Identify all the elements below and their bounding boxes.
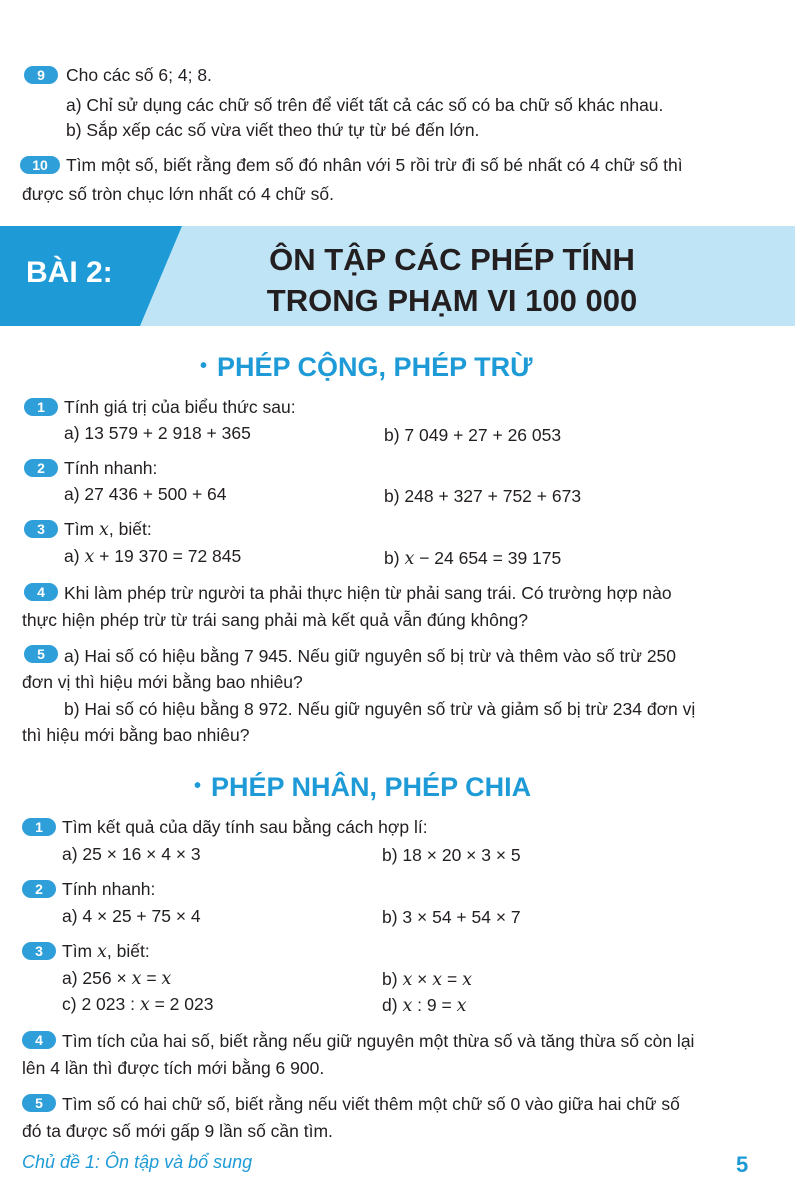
- s1-exercise-2-a: a) 27 436 + 500 + 64: [64, 484, 227, 504]
- section-bullet: •: [194, 775, 202, 798]
- section-title-text: PHÉP CỘNG, PHÉP TRỪ: [217, 352, 533, 382]
- s1-exercise-badge-4: 4: [24, 583, 58, 601]
- text: =: [141, 968, 162, 988]
- variable-x: x: [456, 996, 467, 1016]
- text: , biết:: [106, 941, 150, 961]
- s2-exercise-2-text: Tính nhanh:: [62, 879, 156, 899]
- label: b): [384, 548, 405, 568]
- variable-x: x: [97, 942, 107, 962]
- s1-exercise-4-line-2: thực hiện phép trừ từ trái sang phải mà kết quả vẫn đúng không?: [22, 610, 529, 630]
- s1-exercise-3-text: [64, 518, 152, 541]
- exercise-9-intro: Cho các số 6; 4; 8.: [66, 65, 212, 85]
- s1-exercise-3-a: [64, 545, 241, 568]
- s1-exercise-5-a-line-2: đơn vị thì hiệu mới bằng bao nhiêu?: [22, 672, 303, 692]
- label: a): [64, 546, 85, 566]
- s2-exercise-2-b: b) 3 × 54 + 54 × 7: [382, 907, 521, 927]
- text: =: [442, 969, 463, 989]
- exercise-10-line-1: Tìm một số, biết rằng đem số đó nhân với 5 rồi trừ đi số bé nhất có 4 chữ số thì: [66, 155, 683, 175]
- s2-exercise-5-line-1: Tìm số có hai chữ số, biết rằng nếu viết thêm một chữ số 0 vào giữa hai chữ số: [62, 1094, 680, 1114]
- page-number: 5: [736, 1152, 749, 1177]
- exercise-10-line-2: được số tròn chục lớn nhất có 4 chữ số.: [22, 184, 334, 204]
- section-title-multiplication-division: [194, 772, 531, 803]
- s2-exercise-3-c: [62, 993, 213, 1016]
- section-title-addition-subtraction: [200, 352, 533, 383]
- text: Tìm: [64, 519, 99, 539]
- s2-exercise-4-line-1: Tìm tích của hai số, biết rằng nếu giữ nguyên một thừa số và tăng thừa số còn lại: [62, 1031, 695, 1051]
- exercise-9-part-a: a) Chỉ sử dụng các chữ số trên để viết tất cả các số có ba chữ số khác nhau.: [66, 95, 664, 115]
- s2-exercise-badge-4: 4: [22, 1031, 56, 1049]
- s2-exercise-1-a: a) 25 × 16 × 4 × 3: [62, 844, 201, 864]
- s2-exercise-4-line-2: lên 4 lần thì được tích mới bằng 6 900.: [22, 1058, 325, 1078]
- text: Tìm: [62, 941, 97, 961]
- s2-exercise-badge-1: 1: [22, 818, 56, 836]
- s2-exercise-3-d: [382, 994, 466, 1017]
- exercise-badge-9: 9: [24, 66, 58, 84]
- s1-exercise-badge-5: 5: [24, 645, 58, 663]
- text: , biết:: [108, 519, 152, 539]
- s1-exercise-badge-3: 3: [24, 520, 58, 538]
- text: a) 256 ×: [62, 968, 132, 988]
- variable-x: x: [404, 549, 415, 569]
- s2-exercise-badge-5: 5: [22, 1094, 56, 1112]
- variable-x: x: [462, 970, 472, 990]
- s1-exercise-2-text: Tính nhanh:: [64, 458, 158, 478]
- text: b): [382, 969, 403, 989]
- exercise-9-part-b: b) Sắp xếp các số vừa viết theo thứ tự từ bé đến lớn.: [66, 120, 480, 140]
- s1-exercise-5-a-line-1: a) Hai số có hiệu bằng 7 945. Nếu giữ nguyên số bị trừ và thêm vào số trừ 250: [64, 646, 677, 666]
- s1-exercise-1-a: a) 13 579 + 2 918 + 365: [64, 423, 251, 443]
- lesson-label: BÀI 2:: [26, 256, 113, 289]
- section-title-text: PHÉP NHÂN, PHÉP CHIA: [211, 772, 532, 802]
- s2-exercise-1-text: Tìm kết quả của dãy tính sau bằng cách hợp lí:: [62, 817, 428, 837]
- s1-exercise-5-b-line-2: thì hiệu mới bằng bao nhiêu?: [22, 725, 250, 745]
- section-bullet: •: [200, 355, 208, 378]
- text: : 9 =: [412, 995, 457, 1015]
- variable-x: x: [402, 970, 413, 990]
- s1-exercise-3-b: [384, 547, 561, 570]
- s1-exercise-4-line-1: Khi làm phép trừ người ta phải thực hiện từ phải sang trái. Có trường hợp nào: [64, 583, 672, 603]
- lesson-title-line-2: TRONG PHẠM VI 100 000: [266, 283, 638, 318]
- s1-exercise-1-text: Tính giá trị của biểu thức sau:: [64, 397, 296, 417]
- s1-exercise-1-b: b) 7 049 + 27 + 26 053: [384, 425, 562, 445]
- s1-exercise-badge-1: 1: [24, 398, 58, 416]
- text: − 24 654 = 39 175: [414, 548, 562, 568]
- s2-exercise-3-a: [62, 967, 171, 990]
- s2-exercise-2-a: a) 4 × 25 + 75 × 4: [62, 906, 201, 926]
- variable-x: x: [84, 547, 95, 567]
- variable-x: x: [131, 969, 142, 989]
- lesson-title-line-1: ÔN TẬP CÁC PHÉP TÍNH: [269, 242, 635, 277]
- text: + 19 370 = 72 845: [94, 546, 242, 566]
- s2-exercise-3-b: [382, 968, 472, 991]
- s2-exercise-badge-3: 3: [22, 942, 56, 960]
- s2-exercise-5-line-2: đó ta được số mới gấp 9 lần số cần tìm.: [22, 1121, 333, 1141]
- text: ×: [412, 969, 433, 989]
- text: c) 2 023 :: [62, 994, 140, 1014]
- variable-x: x: [139, 995, 150, 1015]
- s1-exercise-5-b-line-1: b) Hai số có hiệu bằng 8 972. Nếu giữ nguyên số trừ và giảm số bị trừ 234 đơn vị: [64, 699, 696, 719]
- exercise-badge-10: 10: [20, 156, 60, 174]
- text: d): [382, 995, 403, 1015]
- s1-exercise-badge-2: 2: [24, 459, 58, 477]
- variable-x: x: [432, 970, 443, 990]
- variable-x: x: [99, 520, 109, 540]
- s2-exercise-1-b: b) 18 × 20 × 3 × 5: [382, 845, 521, 865]
- s2-exercise-3-text: [62, 940, 150, 963]
- variable-x: x: [402, 996, 413, 1016]
- s2-exercise-badge-2: 2: [22, 880, 56, 898]
- text: = 2 023: [149, 994, 214, 1014]
- s1-exercise-2-b: b) 248 + 327 + 752 + 673: [384, 486, 582, 506]
- variable-x: x: [161, 969, 172, 989]
- footer-topic: Chủ đề 1: Ôn tập và bổ sung: [22, 1152, 253, 1172]
